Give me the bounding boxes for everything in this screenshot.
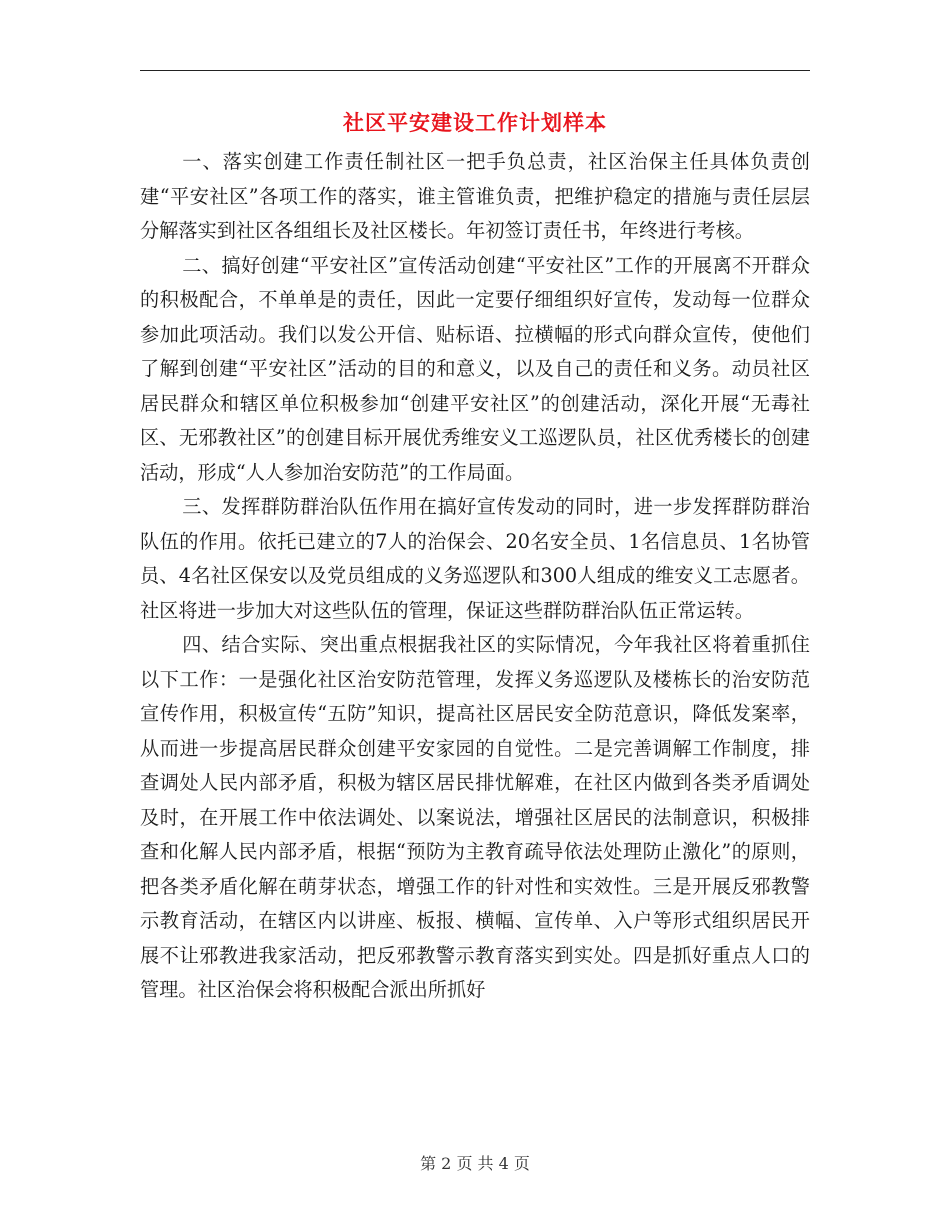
paragraph-publicity: 二、搞好创建“平安社区”宣传活动创建“平安社区”工作的开展离不开群众的积极配合，不单单是的责任，因此一定要仔细组织好宣传，发动每一位群众参加此项活动。我们以发公开信、贴标语、拉横幅的形式向群众宣传，使他们了解到创建“平安社区”活动的目的和意义，以及自己的责任和义务。动员社区居民群众和辖区单位积极参加“创建平安社区”的创建活动，深化开展“无毒社区、无邪教社区”的创建目标开展优秀维安义工巡逻队员，社区优秀楼长的创建活动，形成“人人参加治安防范”的工作局面。 bbox=[140, 253, 810, 484]
document-body bbox=[140, 145, 810, 1008]
paragraph-patrol-teams: 三、发挥群防群治队伍作用在搞好宣传发动的同时，进一步发挥群防群治队伍的作用。依托已建立的7人的治保会、20名安全员、1名信息员、1名协管员、4名社区保安以及党员组成的义务巡逻队和300人组成的维安义工志愿者。社区将进一步加大对这些队伍的管理，保证这些群防群治队伍正常运转。 bbox=[140, 495, 810, 622]
paragraph-key-work: 四、结合实际、突出重点根据我社区的实际情况，今年我社区将着重抓住以下工作：一是强化社区治安防范管理，发挥义务巡逻队及楼栋长的治安防范宣传作用，积极宣传“五防”知识，提高社区居民安全防范意识，降低发案率，从而进一步提高居民群众创建平安家园的自觉性。二是完善调解工作制度，排查调处人民内部矛盾，积极为辖区居民排忧解难，在社区内做到各类矛盾调处及时，在开展工作中依法调处、以案说法，增强社区居民的法制意识，积极排查和化解人民内部矛盾，根据“预防为主教育疏导依法处理防止激化”的原则，把各类矛盾化解在萌芽状态，增强工作的针对性和实效性。三是开展反邪教警示教育活动，在辖区内以讲座、板报、横幅、宣传单、入户等形式组织居民开展不让邪教进我家活动，把反邪教警示教育落实到实处。四是抓好重点人口的管理。社区治保会将积极配合派出所抓好 bbox=[140, 633, 810, 1001]
page-number-footer: 第 2 页 共 4 页 bbox=[420, 1154, 530, 1173]
paragraph-responsibility: 一、落实创建工作责任制社区一把手负总责，社区治保主任具体负责创建“平安社区”各项工作的落实，谁主管谁负责，把维护稳定的措施与责任层层分解落实到社区各组组长及社区楼长。年初签订责任书，年终进行考核。 bbox=[140, 150, 810, 242]
header-rule bbox=[140, 70, 810, 71]
document-title: 社区平安建设工作计划样本 bbox=[343, 110, 607, 135]
